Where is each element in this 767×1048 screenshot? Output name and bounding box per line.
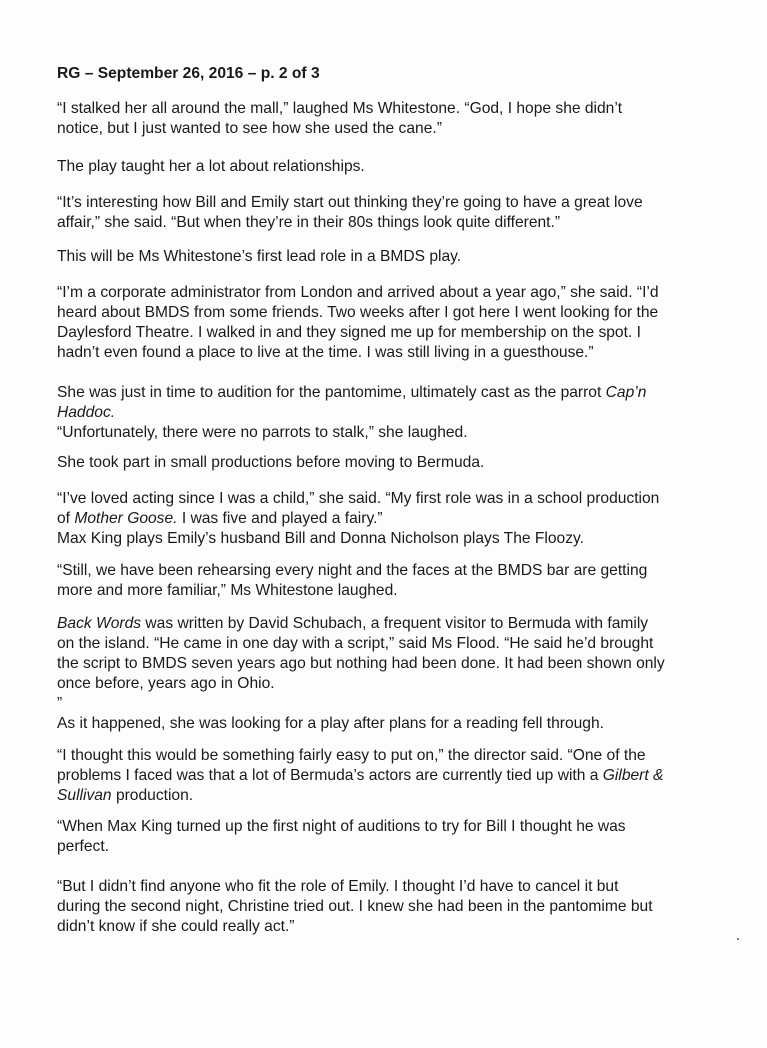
text-line [57, 746, 717, 766]
text-run: problems I faced was that a lot of Bermuda’s actors are currently tied up with a [57, 767, 603, 784]
text-line [57, 837, 717, 857]
text-line [57, 561, 717, 581]
italic-text: Haddoc. [57, 404, 116, 421]
text-line [57, 654, 717, 674]
text-run: “I’ve loved acting since I was a child,” she said. “My first role was in a school production [57, 490, 660, 507]
text-run: on the island. “He came in one day with a script,” said Ms Flood. “He said he’d brought [57, 635, 654, 652]
text-line [57, 193, 717, 213]
text-run: Daylesford Theatre. I walked in and they signed me up for membership on the spot. I [57, 324, 641, 341]
text-line [57, 614, 717, 634]
text-line [57, 714, 717, 734]
text-run: This will be Ms Whitestone’s first lead role in a BMDS play. [57, 248, 462, 265]
text-run: heard about BMDS from some friends. Two weeks after I got here I went looking for the [57, 304, 659, 321]
paragraph [57, 193, 717, 233]
text-run: during the second night, Christine tried out. I knew she had been in the pantomime but [57, 898, 653, 915]
text-line [57, 323, 717, 343]
italic-text: Sullivan [57, 787, 112, 804]
text-line [57, 634, 717, 654]
text-line [57, 489, 717, 509]
text-run: “I thought this would be something fairly easy to put on,” the director said. “One of the [57, 747, 646, 764]
text-run: “It’s interesting how Bill and Emily start out thinking they’re going to have a great love [57, 194, 643, 211]
text-line [57, 213, 717, 233]
italic-text: Cap’n [605, 384, 647, 401]
paragraph [57, 453, 717, 473]
text-line [57, 423, 717, 443]
paragraph [57, 561, 717, 601]
paragraph [57, 157, 717, 177]
text-run: once before, years ago in Ohio. [57, 675, 275, 692]
text-run: the script to BMDS seven years ago but nothing had been done. It had been shown only [57, 655, 665, 672]
paragraph [57, 877, 717, 937]
text-run: She took part in small productions before moving to Bermuda. [57, 454, 485, 471]
paragraph [57, 746, 717, 806]
text-line [57, 581, 717, 601]
paragraph [57, 99, 717, 139]
text-run: “Still, we have been rehearsing every night and the faces at the BMDS bar are getting [57, 562, 648, 579]
text-line [57, 917, 717, 937]
text-run: Max King plays Emily’s husband Bill and Donna Nicholson plays The Floozy. [57, 530, 584, 547]
text-line [57, 529, 717, 549]
text-run: The play taught her a lot about relationships. [57, 158, 365, 175]
text-line [57, 343, 717, 363]
text-line [57, 509, 717, 529]
scan-speck [737, 938, 739, 940]
text-run: was written by David Schubach, a frequent visitor to Bermuda with family [141, 615, 649, 632]
text-line [57, 766, 717, 786]
text-line [57, 817, 717, 837]
text-run: “I’m a corporate administrator from London and arrived about a year ago,” she said. “I’d [57, 284, 659, 301]
text-run: I was five and played a fairy.” [177, 510, 383, 527]
text-line [57, 897, 717, 917]
text-line [57, 283, 717, 303]
text-run: “I stalked her all around the mall,” laughed Ms Whitestone. “God, I hope she didn’t [57, 100, 623, 117]
text-run: As it happened, she was looking for a play after plans for a reading fell through. [57, 715, 604, 732]
paragraph [57, 817, 717, 857]
text-run: affair,” she said. “But when they’re in their 80s things look quite different.” [57, 214, 561, 231]
paragraph [57, 283, 717, 363]
text-line [57, 157, 717, 177]
text-run: “But I didn’t find anyone who fit the role of Emily. I thought I’d have to cancel it but [57, 878, 619, 895]
text-run: She was just in time to audition for the pantomime, ultimately cast as the parrot [57, 384, 606, 401]
paragraph [57, 247, 717, 267]
text-line [57, 453, 717, 473]
text-line [57, 674, 717, 694]
text-run: didn’t know if she could really act.” [57, 918, 295, 935]
page-header: RG – September 26, 2016 – p. 2 of 3 [57, 65, 320, 82]
text-run: production. [111, 787, 194, 804]
paragraph [57, 489, 717, 549]
text-line [57, 403, 717, 423]
text-run: “Unfortunately, there were no parrots to stalk,” she laughed. [57, 424, 468, 441]
italic-text: Mother Goose. [74, 510, 178, 527]
text-line [57, 877, 717, 897]
text-run: perfect. [57, 838, 110, 855]
text-line [57, 303, 717, 323]
text-line [57, 694, 717, 714]
text-line [57, 119, 717, 139]
paragraph [57, 614, 717, 734]
text-line [57, 786, 717, 806]
text-run: ” [57, 695, 63, 712]
text-run: notice, but I just wanted to see how she used the cane.” [57, 120, 442, 137]
text-run: more and more familiar,” Ms Whitestone laughed. [57, 582, 398, 599]
paragraph [57, 383, 717, 443]
italic-text: Back Words [57, 615, 142, 632]
text-run: hadn’t even found a place to live at the time. I was still living in a guesthouse.” [57, 344, 594, 361]
text-line [57, 247, 717, 267]
text-run: of [57, 510, 75, 527]
text-line [57, 99, 717, 119]
text-run: “When Max King turned up the first night of auditions to try for Bill I thought he was [57, 818, 626, 835]
italic-text: Gilbert & [602, 767, 664, 784]
text-line [57, 383, 717, 403]
